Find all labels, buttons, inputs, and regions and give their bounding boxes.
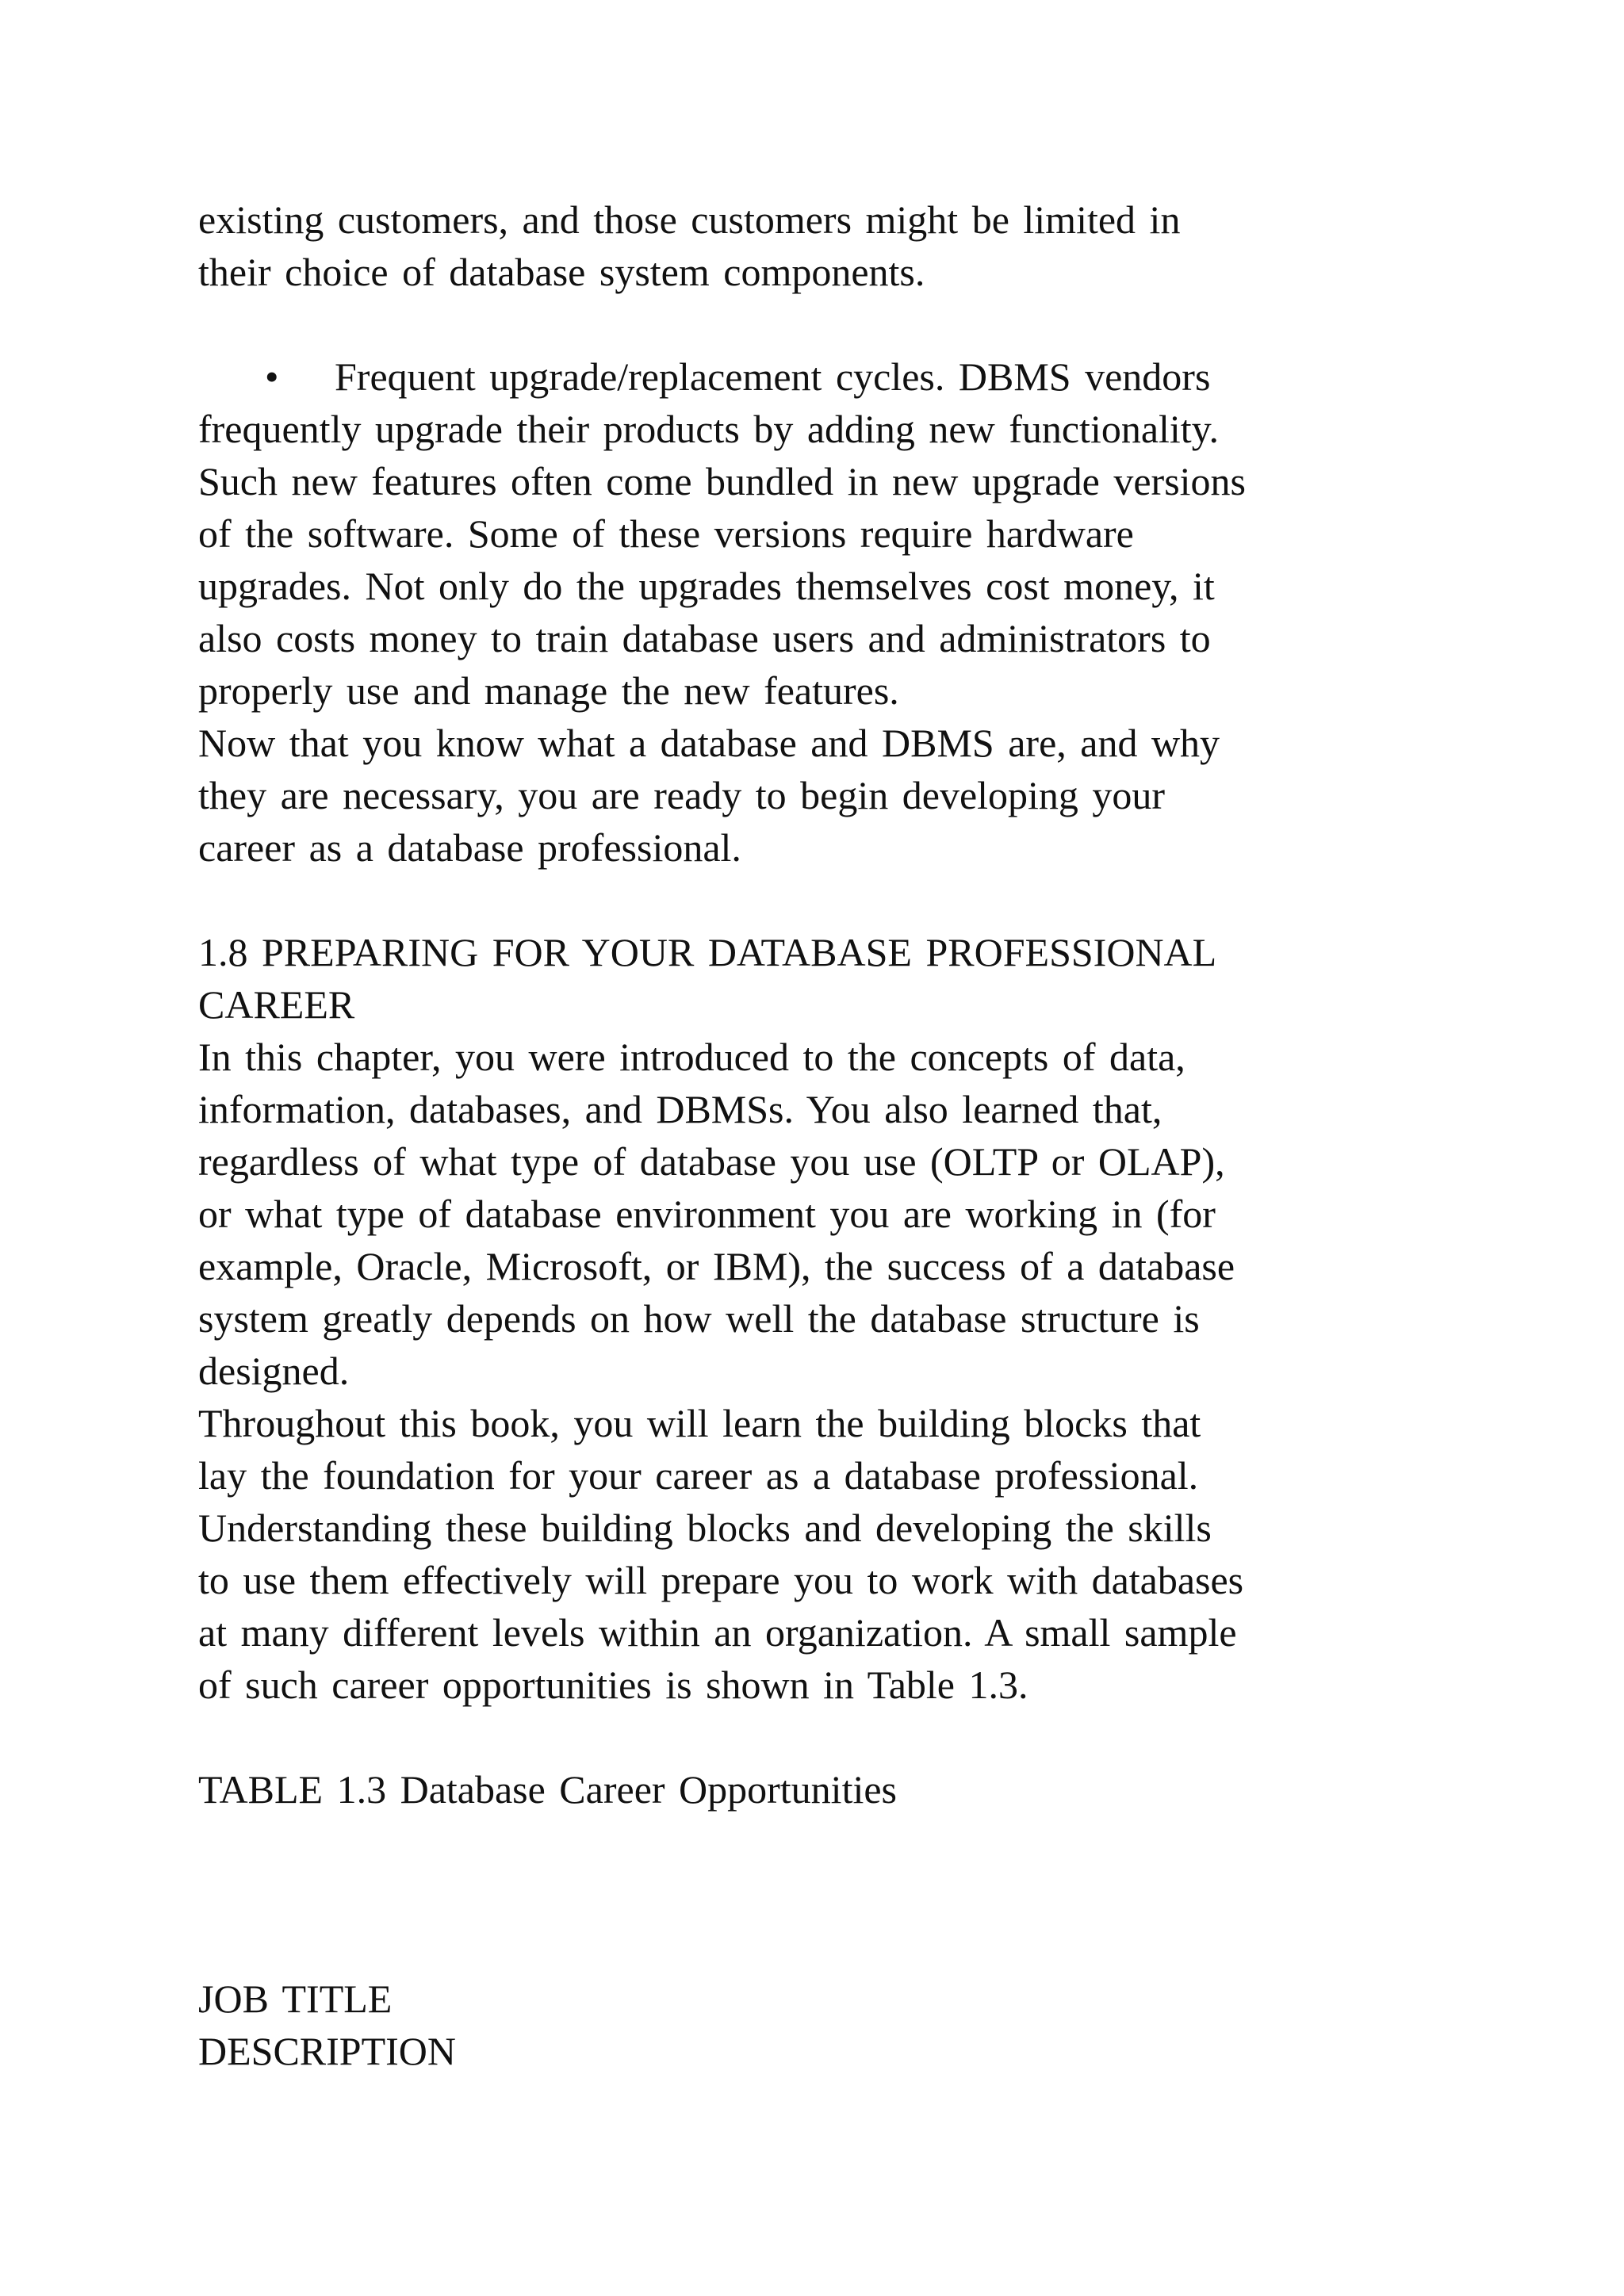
column-header-job-title: JOB TITLE: [198, 1976, 393, 2021]
text-line: they are necessary, you are ready to begin developing your: [198, 773, 1166, 817]
bullet-icon: •: [265, 354, 279, 399]
text-line: upgrades. Not only do the upgrades themselves cost money, it: [198, 564, 1215, 608]
text-line: at many different levels within an organization. A small sample: [198, 1610, 1237, 1655]
text-line: or what type of database environment you are working in (for: [198, 1192, 1216, 1236]
text-line: of such career opportunities is shown in Table 1.3.: [198, 1663, 1028, 1707]
text-line: information, databases, and DBMSs. You also learned that,: [198, 1087, 1162, 1131]
text-line: existing customers, and those customers might be limited in: [198, 197, 1181, 242]
text-line: system greatly depends on how well the database structure is: [198, 1296, 1200, 1341]
document-page: [198, 193, 1435, 2077]
table-header: [198, 1973, 1435, 2077]
text-line: Such new features often come bundled in new upgrade versions: [198, 459, 1247, 503]
text-line: Understanding these building blocks and developing the skills: [198, 1506, 1212, 1550]
bullet-text: Frequent upgrade/replacement cycles. DBMS vendors: [335, 354, 1211, 399]
paragraph-spacer: [198, 874, 1435, 926]
paragraph-spacer: [198, 1711, 1435, 1763]
text-line: frequently upgrade their products by adding new functionality.: [198, 407, 1219, 451]
text-line: example, Oracle, Microsoft, or IBM), the success of a database: [198, 1244, 1235, 1288]
text-line: designed.: [198, 1349, 350, 1393]
table-caption: [198, 1763, 1435, 1816]
section-heading: [198, 926, 1435, 1031]
column-header-description: DESCRIPTION: [198, 2029, 457, 2073]
table-spacer: [198, 1816, 1435, 1973]
section-paragraph-1: [198, 1031, 1435, 1397]
section-paragraph-2: [198, 1397, 1435, 1711]
heading-line: CAREER: [198, 982, 355, 1027]
text-line: their choice of database system components.: [198, 250, 925, 294]
text-line: In this chapter, you were introduced to the concepts of data,: [198, 1035, 1185, 1079]
heading-line: 1.8 PREPARING FOR YOUR DATABASE PROFESSIONAL: [198, 930, 1217, 974]
caption-text: TABLE 1.3 Database Career Opportunities: [198, 1767, 898, 1812]
text-line: lay the foundation for your career as a database professional.: [198, 1453, 1199, 1498]
text-line: Throughout this book, you will learn the building blocks that: [198, 1401, 1201, 1445]
bullet-first-line: [198, 350, 1435, 403]
text-line: to use them effectively will prepare you to work with databases: [198, 1558, 1244, 1602]
intro-paragraph: [198, 193, 1435, 298]
text-line: career as a database professional.: [198, 825, 741, 870]
bullet-paragraph: [198, 350, 1435, 717]
transition-paragraph: [198, 717, 1435, 874]
paragraph-spacer: [198, 298, 1435, 350]
text-line: of the software. Some of these versions require hardware: [198, 511, 1134, 556]
text-line: also costs money to train database users and administrators to: [198, 616, 1211, 660]
text-line: regardless of what type of database you use (OLTP or OLAP),: [198, 1139, 1225, 1184]
text-line: Now that you know what a database and DBMS are, and why: [198, 721, 1220, 765]
text-line: properly use and manage the new features.: [198, 668, 899, 713]
